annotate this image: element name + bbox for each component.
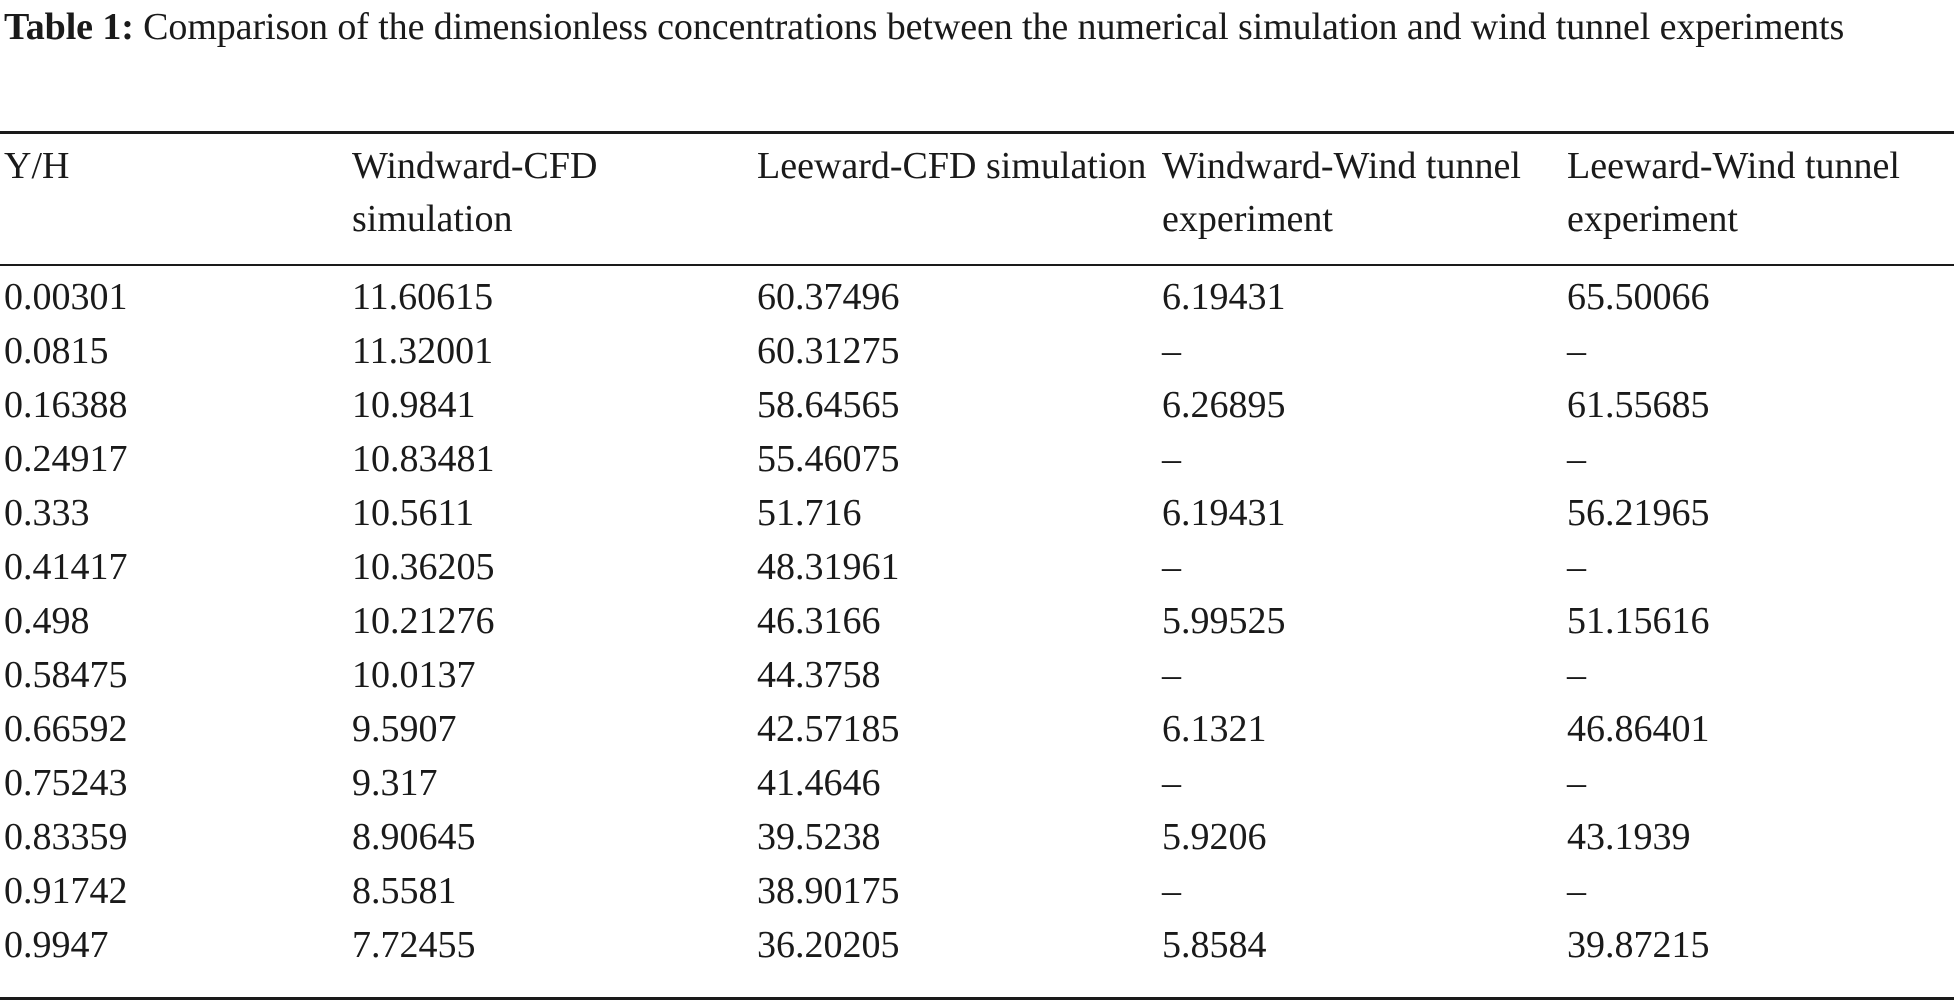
table-row	[0, 594, 1954, 648]
table-cell: –	[1567, 870, 1586, 912]
table-cell: 10.21276	[352, 600, 495, 642]
table-cell: 44.3758	[757, 654, 881, 696]
table-cell: 9.317	[352, 762, 438, 804]
table-cell: 5.9206	[1162, 816, 1267, 858]
table-cell: –	[1162, 870, 1181, 912]
table-row	[0, 702, 1954, 756]
table-row	[0, 756, 1954, 810]
table-cell: 5.99525	[1162, 600, 1286, 642]
table-row	[0, 258, 1954, 324]
table-cell: 42.57185	[757, 708, 900, 750]
table-cell: 6.19431	[1162, 492, 1286, 534]
table-body	[0, 258, 1954, 972]
table-cell: 0.24917	[4, 438, 128, 480]
table-row	[0, 810, 1954, 864]
table-cell: 10.83481	[352, 438, 495, 480]
table-row	[0, 432, 1954, 486]
table-bottom-rule	[0, 997, 1954, 1000]
table-cell: –	[1567, 654, 1586, 696]
column-header-windward-wind-tunnel: Windward-Wind tunnel experiment	[1162, 145, 1521, 240]
table-row	[0, 540, 1954, 594]
table-cell: 43.1939	[1567, 816, 1691, 858]
column-header-y-over-h: Y/H	[4, 145, 70, 187]
table-cell: 51.15616	[1567, 600, 1710, 642]
table-cell: 60.37496	[757, 276, 900, 318]
table-cell: 0.58475	[4, 654, 128, 696]
table-cell: 0.91742	[4, 870, 128, 912]
table-cell: 61.55685	[1567, 384, 1710, 426]
table-cell: 8.90645	[352, 816, 476, 858]
table-cell: 8.5581	[352, 870, 457, 912]
table-row	[0, 324, 1954, 378]
table-cell: 0.00301	[4, 276, 128, 318]
table-cell: 6.19431	[1162, 276, 1286, 318]
table-cell: –	[1567, 546, 1586, 588]
table-cell: 55.46075	[757, 438, 900, 480]
table-cell: 0.41417	[4, 546, 128, 588]
table-cell: 39.87215	[1567, 924, 1710, 966]
table-cell: 11.60615	[352, 276, 494, 318]
table-cell: 10.9841	[352, 384, 476, 426]
table-cell: 0.16388	[4, 384, 128, 426]
table-cell: 0.498	[4, 600, 90, 642]
table-cell: –	[1567, 762, 1586, 804]
table-cell: 10.5611	[352, 492, 475, 534]
table-cell: 6.1321	[1162, 708, 1267, 750]
table-caption-text: Comparison of the dimensionless concentrations between the numerical simulation and wind tunnel experiments	[133, 6, 1845, 48]
table-cell: 58.64565	[757, 384, 900, 426]
table-cell: 51.716	[757, 492, 862, 534]
table-cell: 6.26895	[1162, 384, 1286, 426]
table-cell: 56.21965	[1567, 492, 1710, 534]
table-row	[0, 648, 1954, 702]
table-cell: 48.31961	[757, 546, 900, 588]
table-header-row	[0, 134, 1954, 258]
table-cell: 10.0137	[352, 654, 476, 696]
column-header-leeward-cfd: Leeward-CFD simulation	[757, 145, 1147, 187]
table-cell: 5.8584	[1162, 924, 1267, 966]
table-cell: 0.0815	[4, 330, 109, 372]
table-cell: 38.90175	[757, 870, 900, 912]
table-cell: 0.333	[4, 492, 90, 534]
table-cell: 60.31275	[757, 330, 900, 372]
table-cell: –	[1162, 762, 1181, 804]
concentration-table	[0, 134, 1954, 972]
column-header-leeward-wind-tunnel: Leeward-Wind tunnel experiment	[1567, 145, 1900, 240]
table-cell: 0.83359	[4, 816, 128, 858]
table-row	[0, 378, 1954, 432]
table-cell: –	[1162, 330, 1181, 372]
table-cell: –	[1162, 438, 1181, 480]
table-cell: 46.3166	[757, 600, 881, 642]
table-caption-label: Table 1:	[4, 6, 134, 48]
table-cell: 10.36205	[352, 546, 495, 588]
table-cell: 46.86401	[1567, 708, 1710, 750]
table-cell: 36.20205	[757, 924, 900, 966]
table-cell: 0.75243	[4, 762, 128, 804]
table-caption	[4, 2, 1950, 53]
table-cell: –	[1162, 546, 1181, 588]
table-cell: 65.50066	[1567, 276, 1710, 318]
table-row	[0, 864, 1954, 918]
table-cell: 9.5907	[352, 708, 457, 750]
table-cell: 0.9947	[4, 924, 109, 966]
table-cell: 7.72455	[352, 924, 476, 966]
table-cell: –	[1567, 330, 1586, 372]
table-cell: 0.66592	[4, 708, 128, 750]
table-cell: 11.32001	[352, 330, 494, 372]
table-row	[0, 486, 1954, 540]
column-header-windward-cfd: Windward-CFD simulation	[352, 145, 598, 240]
table-cell: –	[1162, 654, 1181, 696]
table-cell: –	[1567, 438, 1586, 480]
table-cell: 41.4646	[757, 762, 881, 804]
table-cell: 39.5238	[757, 816, 881, 858]
table-row	[0, 918, 1954, 972]
